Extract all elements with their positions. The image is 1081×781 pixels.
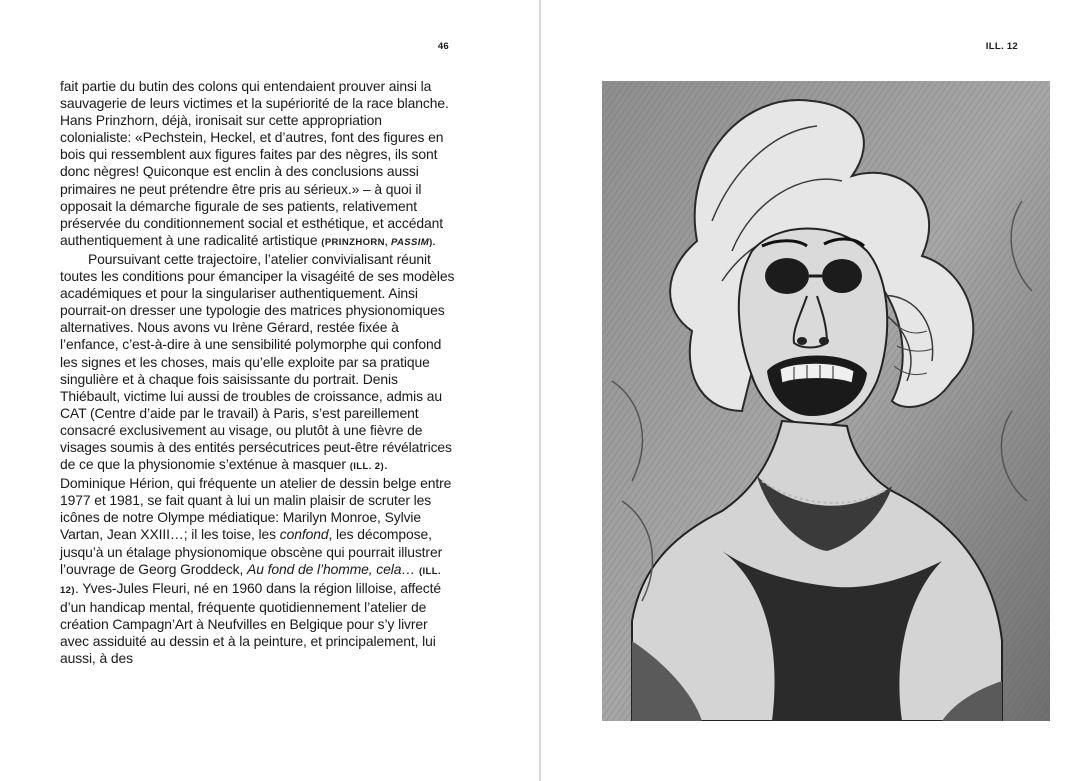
- text-run: Au fond de l’homme, cela…: [247, 560, 416, 577]
- text-run: confond: [279, 526, 329, 543]
- text-run: fait partie du butin des colons qui entendaient prouver ainsi la sauvagerie de leurs victimes et la supériorité de la race blanche. Hans Prinzhorn, déjà, ironisait sur cette appropriation colonialiste: «Pechstein, Heckel, et d’autres, font des figures en bois qui ressemblent aux figures faites par des nègres, ils sont donc nègres! Quiconque est enclin à des conclusions aussi primaires ne peut prétendre être pris au sérieux.» – à quoi il opposait la démarche figurale de ses patients, relativement préservée du conditionnement social et esthétique, et accédant authentiquement à une radicalité artistique: [60, 78, 449, 248]
- illustration-figure: [602, 81, 1050, 721]
- body-text: [60, 78, 455, 667]
- text-run: (ILL. 12): [60, 565, 442, 596]
- pencil-portrait-image: [602, 81, 1050, 721]
- illustration-label: ILL. 12: [985, 41, 1018, 52]
- text-run: , les décompose, jusqu’à un étalage physionomique obscène qui pourrait illustrer l’ouvrage de Georg Groddeck,: [60, 526, 443, 577]
- text-run: . Dominique Hérion, qui fréquente un atelier de dessin belge entre 1977 et 1981, se fait quant à lui un malin plaisir de scruter les icônes de notre Olympe médiatique: Marilyn Monroe, Sylvie Vartan, Jean XXIII…; il les toise, les: [60, 456, 452, 543]
- text-run: Poursuivant cette trajectoire, l’atelier convivialisant réunit toutes les conditions pour émanciper la visagéité de ses modèles académiques et pour la singulariser authentiquement. Ainsi pourrait-on dresser une typologie des matrices physionomiques alternatives. Nous avons vu Irène Gérard, restée fixée à l’enfance, c’est-à-dire à une sensibilité polymorphe qui confond les signes et les choses, mais qu’elle exploite par sa pratique singulière et à chaque fois saisissante du portrait. Denis Thiébault, victime lui aussi de troubles de croissance, admis au CAT (Centre d’aide par le travail) à Paris, s’est pareillement consacré exclusivement au visage, ou plutôt à une fièvre de visages soumis à des entités persécutrices peut-être révélatrices de ce que la physionomie s’exténue à masquer: [60, 250, 455, 473]
- left-page: [0, 0, 539, 781]
- text-run: PASSIM: [390, 236, 430, 248]
- text-run: (PRINZHORN,: [321, 236, 391, 248]
- page-number: 46: [437, 41, 449, 52]
- text-run: ).: [429, 236, 436, 248]
- text-run: . Yves-Jules Fleuri, né en 1960 dans la région lilloise, affecté d’un handicap mental, fréquente quotidiennement l’atelier de création Campagn’Art à Neufvilles en Belgique pour s’y livrer avec assiduité au dessin et à la peinture, et principalement, lui aussi, à des: [60, 579, 441, 667]
- text-run: (ILL. 2): [349, 461, 385, 473]
- right-page: [541, 0, 1081, 781]
- paragraph: [60, 251, 455, 667]
- paragraph: [60, 78, 455, 251]
